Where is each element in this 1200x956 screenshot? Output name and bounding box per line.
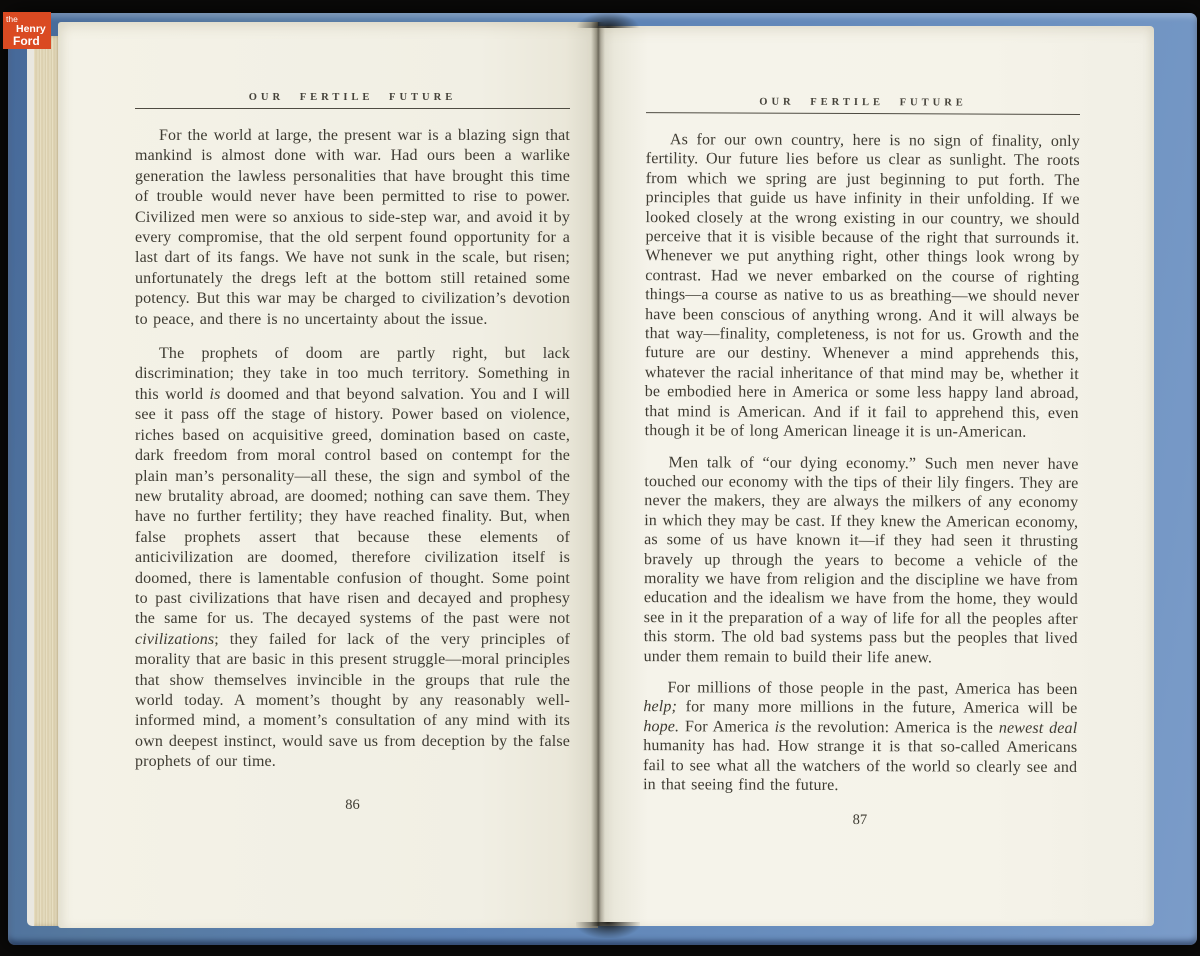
body-paragraph: As for our own country, here is no sign of finality, only fertility. Our future lies before us clear as sunlight. The roots from which we spring are just beginning to put forth. The principles that guide us have infinity in their unfolding. If we looked closely at the wrong existing in our country, we should perceive that it is visible because of the right that surrounds it. Whenever we put anything right, other things look wrong by contrast. Had we never embarked on the course of righting things—a course as native to us as breathing—we should never have been conscious of anything wrong. And it will always be that way—finality, completeness, is not for us. Growth and the future are our destiny. Whenever a mind apprehends this, whatever the racial inheritance of that mind may be, whether it be embodied here in America or some less happy land abroad, that mind is American. And if it fail to apprehend this, even though it be of long American lineage it is un-American. <box>644 131 1080 441</box>
spine-notch-top <box>576 12 640 28</box>
body-paragraph: The prophets of doom are partly right, but lack discrimination; they take in too much territory. Something in this world is doomed and that beyond salvation. You and I will see it pass off the stage of history. Power based on violence, riches based on acquisitive greed, domination based on caste, dark freedom from moral control based on contempt for the plain man’s personality—all these, the sign and symbol of the new brutality abroad, are doomed; nothing can save them. They have no further fertility; they have reached finality. But, when false prophets assert that because these elements of anticivilization are doomed, therefore civilization itself is doomed, there is lamentable confusion of thought. Some point to past civilizations that have risen and decayed and prophesy the same for us. The decayed systems of the past were not civilizations; they failed for lack of the very principles of morality that are basic in this present struggle—moral principles that show themselves invincible in the groups that rule the world today. A moment’s thought by any reasonably well-informed mind, a moment’s consultation of any mind with its own deepest instinct, would save us from deception by the false prophets of our time. <box>135 345 570 771</box>
spine-notch-bottom <box>576 922 640 938</box>
henry-ford-logo <box>3 12 51 49</box>
page-number: 86 <box>345 796 360 813</box>
page-gutter <box>591 22 605 926</box>
logo-word-ford: Ford <box>13 34 40 48</box>
logo-word-henry: Henry <box>16 23 46 35</box>
left-page-content <box>58 22 598 928</box>
right-page-content <box>594 26 1154 928</box>
page-number: 87 <box>852 812 868 829</box>
running-header: OUR FERTILE FUTURE <box>646 96 1080 115</box>
body-paragraph: For the world at large, the present war is a blazing sign that mankind is almost done with war. Had ours been a warlike generation the lawless personalities that have brought this time of trouble would never have been permitted to rise to power. Civilized men were so anxious to side-step war, and avoid it by every compromise, that the old serpent found opportunity for a last dart of its fangs. We have not sunk in the scale, but risen; unfortunately the dregs left at the bottom still retained some potency. But this war may be charged to civilization’s devotion to peace, and there is no uncertainty about the issue. <box>135 127 570 328</box>
left-page-body <box>135 126 570 773</box>
running-header: OUR FERTILE FUTURE <box>135 92 570 109</box>
right-page-body <box>643 130 1080 796</box>
right-page <box>598 26 1154 926</box>
body-paragraph: Men talk of “our dying economy.” Such men never have touched our economy with the tips of their lily fingers. They are never the makers, they are always the milkers of any economy in which they may be cast. If they knew the American economy, as some of us have known it—if they had seen it thrusting bravely up through the years to become a vehicle of the morality we have from religion and the discipline we have from education and the idealism we have from the home, they would see in it the preparation of a way of life for all the peoples after this storm. The old bad systems pass but the peoples that lived under them remain to build their life anew. <box>643 453 1079 666</box>
left-page <box>58 22 598 928</box>
body-paragraph: For millions of those people in the past, America has been help; for many more millions in the future, America will be hope. For America is the revolution: America is the newest deal humanity has had. How strange it is that so-called Americans fail to see what all the watchers of the world so clearly see and in that seeing find the future. <box>643 679 1078 794</box>
logo-word-the: the <box>6 14 18 24</box>
page-edge-stack <box>34 36 61 926</box>
